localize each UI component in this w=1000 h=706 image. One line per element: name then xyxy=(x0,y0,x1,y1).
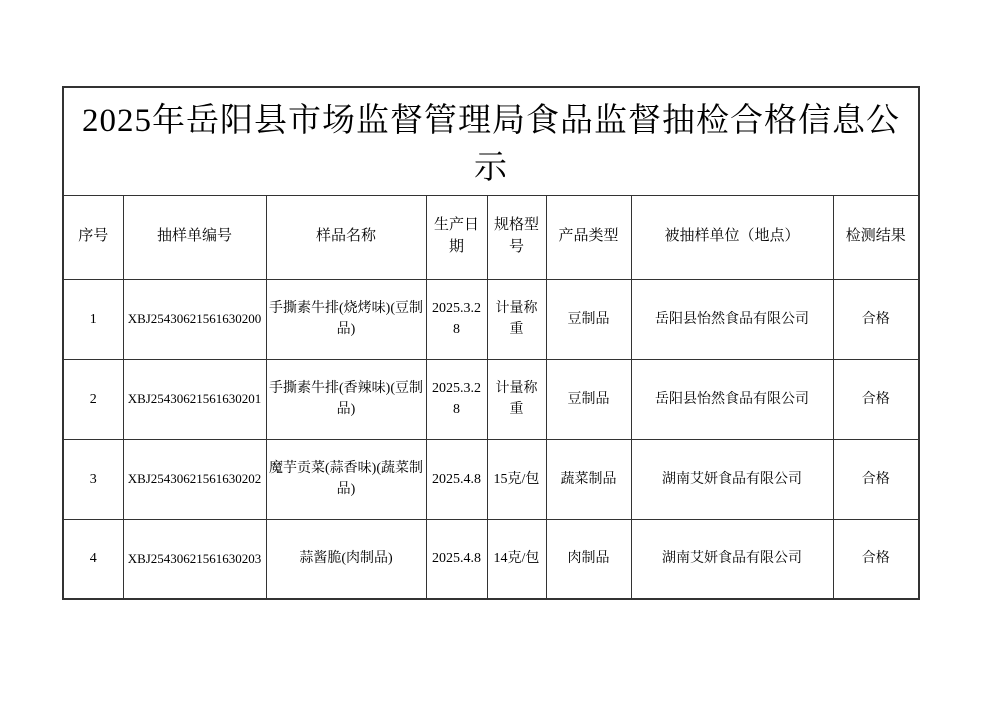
table-header-row xyxy=(63,195,919,279)
column-header-production_date: 生产日期 xyxy=(426,195,487,279)
column-header-spec_model: 规格型号 xyxy=(487,195,546,279)
column-header-index: 序号 xyxy=(63,195,123,279)
cell-production_date: 2025.3.28 xyxy=(426,359,487,439)
table-row xyxy=(63,359,919,439)
page-title: 2025年岳阳县市场监督管理局食品监督抽检合格信息公示 xyxy=(63,87,919,195)
title-row xyxy=(63,87,919,195)
cell-sampled_unit: 湖南艾妍食品有限公司 xyxy=(631,519,833,599)
cell-index: 3 xyxy=(63,439,123,519)
cell-result: 合格 xyxy=(833,519,919,599)
cell-sample_name: 手撕素牛排(烧烤味)(豆制品) xyxy=(266,279,426,359)
column-header-sampled_unit: 被抽样单位（地点） xyxy=(631,195,833,279)
column-header-result: 检测结果 xyxy=(833,195,919,279)
cell-production_date: 2025.4.8 xyxy=(426,439,487,519)
cell-spec_model: 15克/包 xyxy=(487,439,546,519)
column-header-product_type: 产品类型 xyxy=(546,195,631,279)
cell-result: 合格 xyxy=(833,439,919,519)
cell-sample_no: XBJ25430621561630201 xyxy=(123,359,266,439)
cell-sample_no: XBJ25430621561630203 xyxy=(123,519,266,599)
inspection-results-table xyxy=(62,86,920,600)
cell-product_type: 肉制品 xyxy=(546,519,631,599)
table-row xyxy=(63,439,919,519)
cell-result: 合格 xyxy=(833,359,919,439)
column-header-sample_no: 抽样单编号 xyxy=(123,195,266,279)
cell-sample_name: 手撕素牛排(香辣味)(豆制品) xyxy=(266,359,426,439)
cell-index: 2 xyxy=(63,359,123,439)
table-body xyxy=(63,279,919,599)
cell-index: 1 xyxy=(63,279,123,359)
cell-sampled_unit: 岳阳县怡然食品有限公司 xyxy=(631,359,833,439)
cell-sample_no: XBJ25430621561630200 xyxy=(123,279,266,359)
cell-sampled_unit: 湖南艾妍食品有限公司 xyxy=(631,439,833,519)
cell-production_date: 2025.3.28 xyxy=(426,279,487,359)
cell-spec_model: 计量称重 xyxy=(487,359,546,439)
cell-spec_model: 计量称重 xyxy=(487,279,546,359)
cell-product_type: 蔬菜制品 xyxy=(546,439,631,519)
cell-product_type: 豆制品 xyxy=(546,359,631,439)
cell-production_date: 2025.4.8 xyxy=(426,519,487,599)
cell-sampled_unit: 岳阳县怡然食品有限公司 xyxy=(631,279,833,359)
table-row xyxy=(63,279,919,359)
cell-product_type: 豆制品 xyxy=(546,279,631,359)
cell-sample_name: 魔芋贡菜(蒜香味)(蔬菜制品) xyxy=(266,439,426,519)
cell-sample_name: 蒜酱脆(肉制品) xyxy=(266,519,426,599)
cell-spec_model: 14克/包 xyxy=(487,519,546,599)
cell-index: 4 xyxy=(63,519,123,599)
cell-sample_no: XBJ25430621561630202 xyxy=(123,439,266,519)
column-header-sample_name: 样品名称 xyxy=(266,195,426,279)
cell-result: 合格 xyxy=(833,279,919,359)
table-row xyxy=(63,519,919,599)
